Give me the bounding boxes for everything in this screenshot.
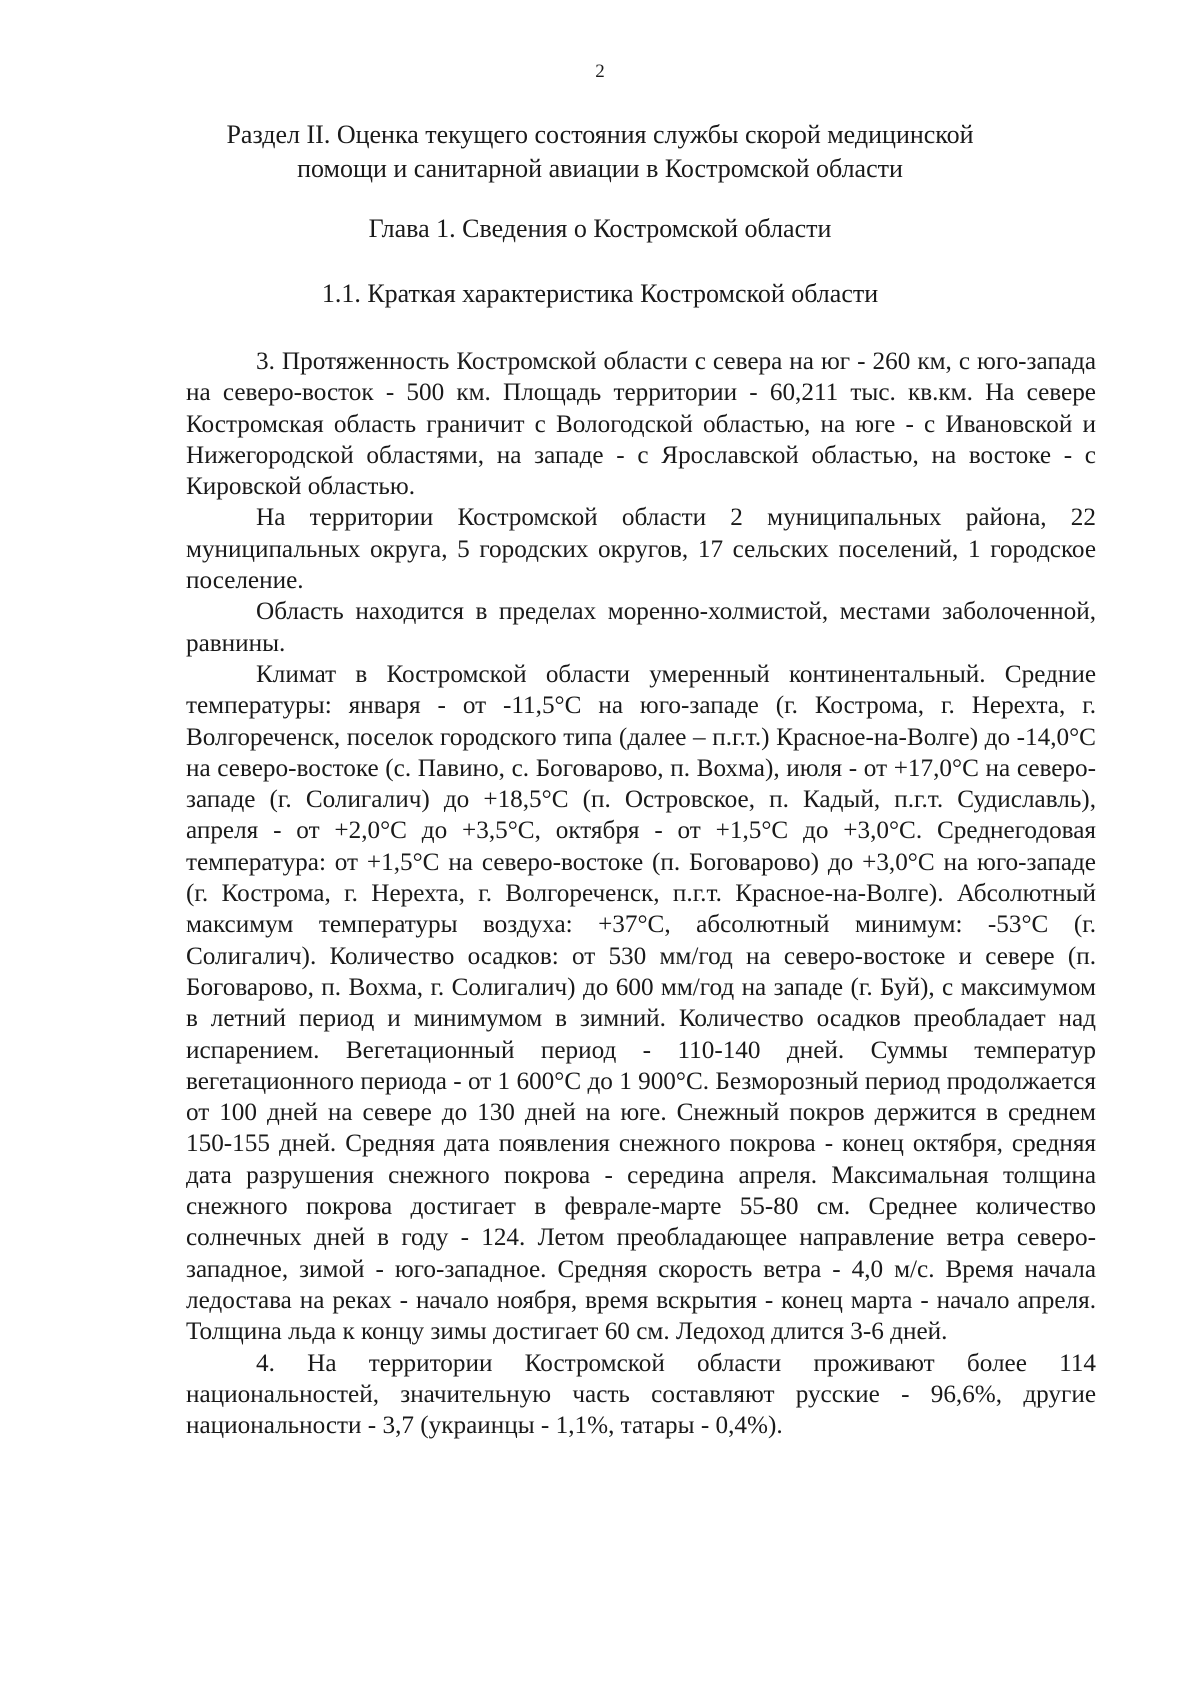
paragraph-climate: Климат в Костромской области умеренный континентальный. Средние температуры: января - от -11,5°С на юго-западе (г. Кострома, г. Нерехта, г. Волгореченск, поселок городского типа (далее – п.г.т.) Красное-на-Волге) до -14,0°С на северо-востоке (с. Павино, с. Боговарово, п. Вохма), июля - от +17,0°С на северо-западе (г. Солигалич) до +18,5°С (п. Островское, п. Кадый, п.г.т. Судиславль), апреля - от +2,0°С до +3,5°С, октября - от +1,5°С до +3,0°С. Среднегодовая температура: от +1,5°С на северо-востоке (п. Боговарово) до +3,0°С на юго-западе (г. Кострома, г. Нерехта, г. Волгореченск, п.г.т. Красное-на-Волге). Абсолютный максимум температуры воздуха: +37°С, абсолютный минимум: -53°С (г. Солигалич). Количество осадков: от 530 мм/год на северо-востоке и севере (п. Боговарово, п. Вохма, г. Солигалич) до 600 мм/год на западе (г. Буй), с максимумом в летний период и минимумом в зимний. Количество осадков преобладает над испарением. Вегетационный период - 110-140 дней. Суммы температур вегетационного периода - от 1 600°С до 1 900°С. Безморозный период продолжается от 100 дней на севере до 130 дней на юге. Снежный покров держится в среднем 150-155 дней. Средняя дата появления снежного покрова - конец октября, средняя дата разрушения снежного покрова - середина апреля. Максимальная толщина снежного покрова достигает в феврале-марте 55-80 см. Среднее количество солнечных дней в году - 124. Летом преобладающее направление ветра северо-западное, зимой - юго-западное. Средняя скорость ветра - 4,0 м/с. Время начала ледостава на реках - начало ноября, время вскрытия - конец марта - начало апреля. Толщина льда к концу зимы достигает 60 см. Ледоход длится 3-6 дней.	[186, 660, 1096, 1346]
paragraph-terrain: Область находится в пределах моренно-холмистой, местами заболоченной, равнины.	[186, 598, 1096, 657]
chapter-title: Глава 1. Сведения о Костромской области	[368, 214, 832, 243]
body-text	[186, 346, 1096, 1441]
paragraph-nationalities: 4. На территории Костромской области проживают более 114 национальностей, значительную часть составляют русские - 96,6%, другие национальности - 3,7 (украинцы - 1,1%, татары - 0,4%).	[186, 1349, 1096, 1440]
section-title	[150, 118, 1050, 186]
paragraph-length-and-borders: 3. Протяженность Костромской области с севера на юг - 260 км, с юго-запада на северо-восток - 500 км. Площадь территории - 60,211 тыс. кв.км. На севере Костромская область граничит с Вологодской областью, на юге - с Ивановской и Нижегородской областями, на западе - с Ярославской областью, на востоке - с Кировской областью.	[186, 348, 1096, 501]
section-title-line-2: помощи и санитарной авиации в Костромской области	[297, 154, 903, 183]
section-title-line-1: Раздел II. Оценка текущего состояния службы скорой медицинской	[226, 120, 974, 149]
subsection-title: 1.1. Краткая характеристика Костромской области	[321, 279, 879, 308]
paragraph-municipalities: На территории Костромской области 2 муниципальных района, 22 муниципальных округа, 5 городских округов, 17 сельских поселений, 1 городское поселение.	[186, 504, 1096, 595]
page-number: 2	[595, 61, 605, 82]
